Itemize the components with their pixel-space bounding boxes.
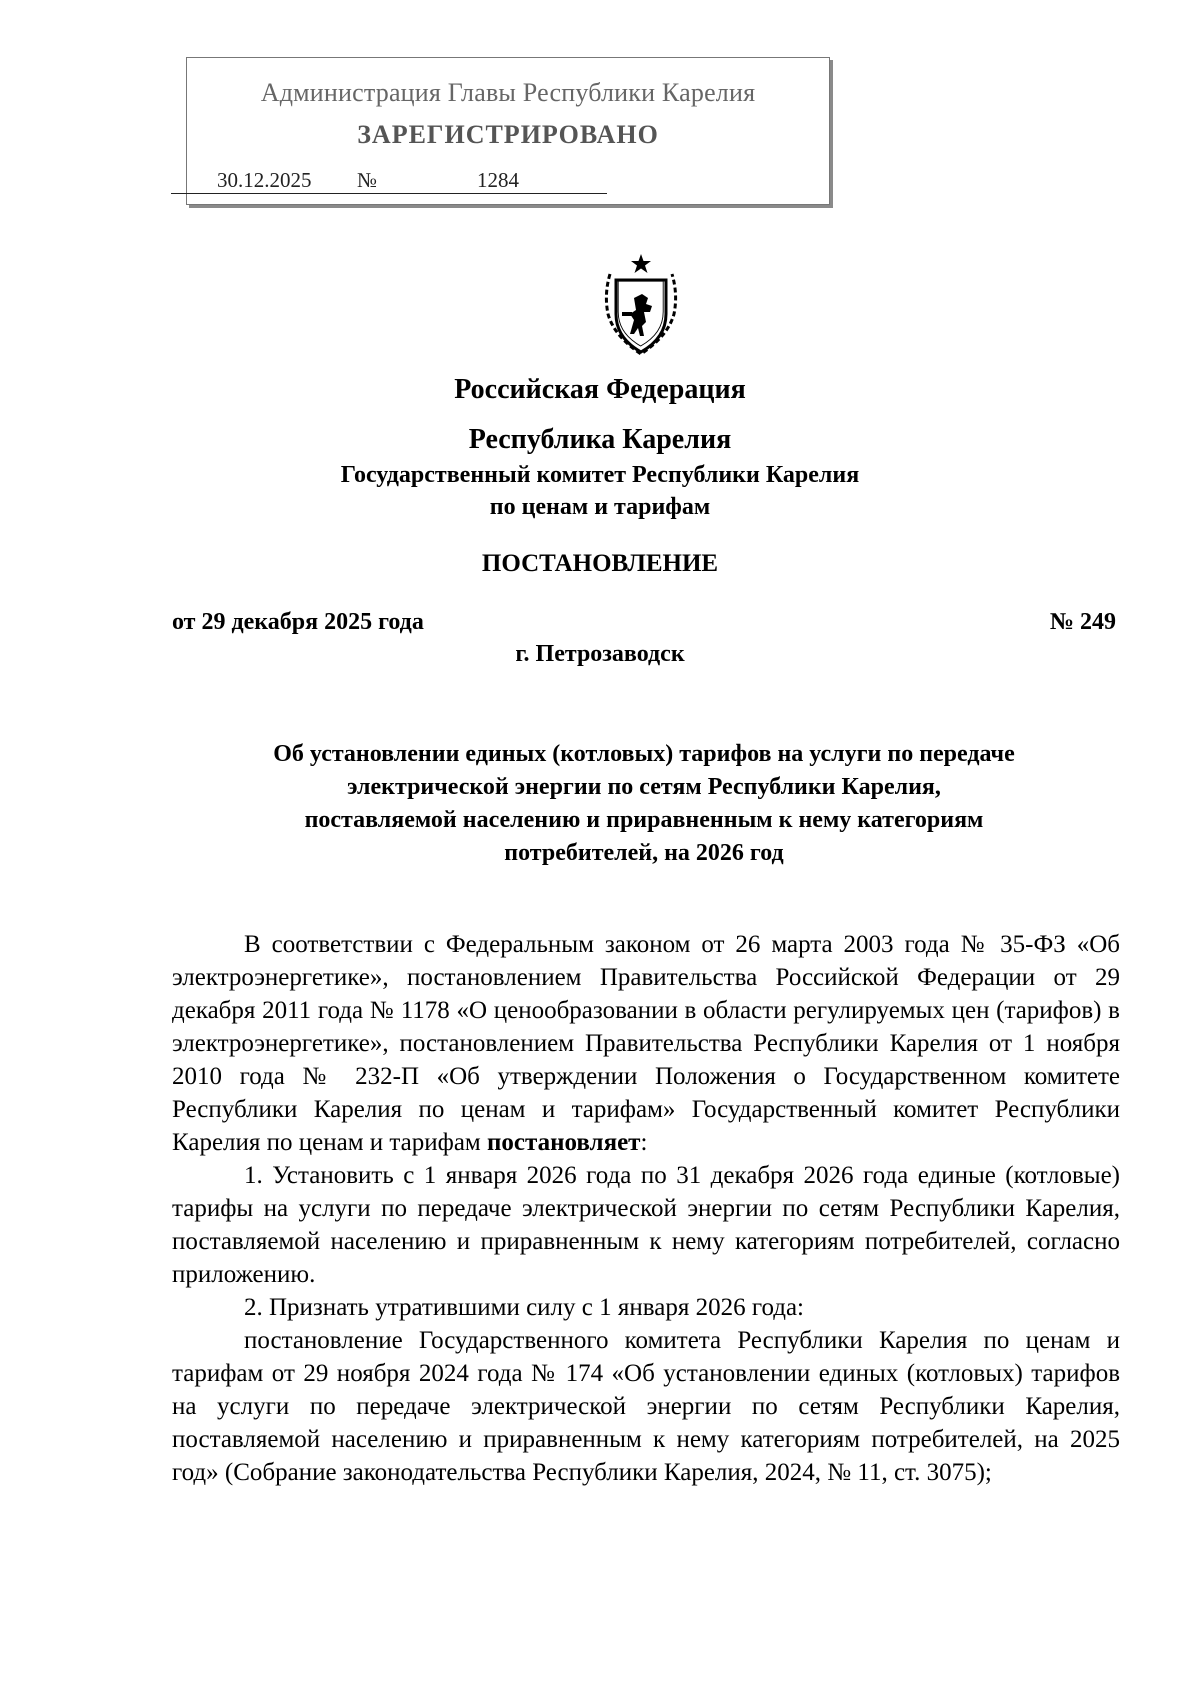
document-number: № 249 [1049, 609, 1116, 635]
republic-heading: Республика Карелия [468, 424, 732, 455]
preamble-text: В соответствии с Федеральным законом от 26 марта 2003 года № 35-ФЗ «Об электроэнергетике», постановлением Правительства Российской Федерации от 29 декабря 2011 года № 1178 «О ценообразовании в области регулируемых цен (тарифов) в электроэнергетике», постановлением Правительства Республики Карелия от 1 ноября 2010 года № 232-П «Об утверждении Положения о Государственном комитете Республики Карелия по ценам и тарифам» Государственный комитет Республики Карелия по ценам и тарифам [172, 931, 1120, 1156]
preamble-paragraph [172, 928, 1120, 1159]
stamp-registered: ЗАРЕГИСТРИРОВАНО [357, 120, 659, 149]
stamp-underline-left [171, 193, 187, 194]
document-title [172, 738, 1116, 870]
item-1-paragraph: 1. Установить с 1 января 2026 года по 31 декабря 2026 года единые (котловые) тарифы на услуги по передаче электрической энергии по сетям Республики Карелия, поставляемой населению и приравненным к нему категориям потребителей, согласно приложению. [172, 1162, 1120, 1288]
document-date: от 29 декабря 2025 года [172, 609, 424, 635]
title-line: электрической энергии по сетям Республики Карелия, [347, 774, 941, 800]
country-heading: Российская Федерация [454, 374, 746, 405]
item-2-paragraph: 2. Признать утратившими силу с 1 января 2026 года: [244, 1294, 804, 1321]
item-2-sub-paragraph: постановление Государственного комитета Республики Карелия по ценам и тарифам от 29 ноября 2024 года № 174 «Об установлении единых (котловых) тарифов на услуги по передаче электрической энергии по сетям Республики Карелия, поставляемой населению и приравненным к нему категориям потребителей, на 2025 год» (Собрание законодательства Республики Карелия, 2024, № 11, ст. 3075); [172, 1327, 1120, 1486]
stamp-number: 1284 [477, 168, 519, 192]
decree-word: постановляет [487, 1129, 641, 1156]
committee-heading-line1: Государственный комитет Республики Карелия [340, 462, 860, 488]
stamp-number-label: № [357, 168, 378, 192]
stamp-authority: Администрация Главы Республики Карелия [260, 78, 756, 107]
stamp-date: 30.12.2025 [217, 168, 312, 192]
karelia-coat-of-arms-icon [598, 252, 684, 364]
document-body [172, 928, 1120, 1489]
stamp-underline [187, 193, 607, 194]
title-line: поставляемой населению и приравненным к нему категориям [304, 807, 984, 833]
registration-stamp [186, 57, 830, 205]
title-line: Об установлении единых (котловых) тарифов на услуги по передаче [273, 741, 1015, 767]
decree-colon: : [640, 1129, 648, 1156]
committee-heading-line2: по ценам и тарифам [489, 494, 711, 520]
document-type-heading: ПОСТАНОВЛЕНИЕ [481, 550, 719, 577]
title-line: потребителей, на 2026 год [504, 840, 784, 866]
document-city: г. Петрозаводск [515, 641, 685, 667]
